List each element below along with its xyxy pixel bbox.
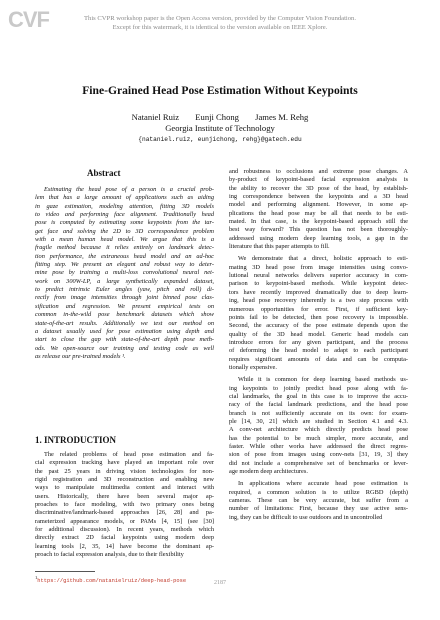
text-line: A conv-net architecture which directly predicts head pose [229, 426, 408, 434]
text-line: rigid registration and 3D reconstruction and enabling new [35, 476, 214, 484]
text-line: points fail to be detected, then pose recovery is impossible. [229, 313, 408, 321]
text-line: sion of pose from images using conv-nets [31, 19, 3] they [229, 451, 408, 459]
text-line: in gaze estimation, modeling attention, fitting 3D models [35, 202, 214, 210]
introduction-body [35, 451, 214, 559]
text-line: the ability to recover the 3D pose of the head, by establish- [229, 184, 408, 192]
text-line: tion performance, the extraneous head model and an ad-hoc [35, 252, 214, 260]
text-line: learning tools [2, 35, 14] have become the dominant ap- [35, 542, 214, 550]
text-line: directly extract 2D facial keypoints using modern deep [35, 534, 214, 542]
text-line: parison to keypoint-based methods. While keypoint detec- [229, 280, 408, 288]
text-line: Estimating the head pose of a person is a crucial prob- [44, 186, 214, 193]
text-line: ing correspondence between the keypoints and a 3D head [229, 193, 408, 201]
text-line: for additional discussion). In recent years, methods which [35, 526, 214, 534]
footnote-url-link[interactable]: https://github.com/natanielruiz/deep-head-pose [37, 577, 187, 584]
text-line: best way forward? This question has not been thoroughly- [229, 226, 408, 234]
text-line: and robustness to occlusions and extreme pose changes. A [229, 168, 408, 175]
text-line: ing, head pose recovery inherently is a two step process with [229, 297, 408, 305]
text-line: mine pose by training a multi-loss convolutional neural net- [35, 269, 214, 277]
text-line: cameras. These can be very accurate, but suffer from a [229, 497, 408, 505]
paragraph [229, 168, 408, 251]
text-line: of deforming the head model to adapt to each participant [229, 347, 408, 355]
text-line: ods. We open-source our training and testing code as well [35, 344, 214, 352]
text-line: start to close the gap with state-of-the-art depth pose meth- [35, 336, 214, 344]
text-line: While it is common for deep learning based methods us- [238, 376, 408, 384]
text-line: introduce errors for any given participant, and the process [229, 338, 408, 346]
text-line: fitting step. We present an elegant and robust way to deter- [35, 261, 214, 269]
text-line: has the potential to be much simpler, more accurate, and [229, 434, 408, 442]
text-line: the past 25 years in driving vision technologies for non- [35, 467, 214, 475]
text-line: Second, the accuracy of the pose estimate depends upon the [229, 322, 408, 330]
text-line: as release our pre-trained models ¹. [35, 352, 126, 360]
text-line: mated. In that case, is the keypoint-based approach still the [229, 218, 408, 226]
page-number: 2187 [214, 580, 226, 586]
author-emails[interactable]: {nataniel.ruiz, eunjichong, rehg}@gatech.edu [138, 136, 302, 143]
text-line: ing keypoints to jointly predict head pose along with fa- [229, 384, 408, 392]
text-line: We demonstrate that a direct, holistic approach to esti- [238, 255, 408, 263]
text-line: ways to manipulate multimedia content and interact with [35, 484, 214, 492]
text-line: faster. While other works have addressed the direct regres- [229, 443, 408, 450]
paragraph [229, 480, 408, 522]
abstract-heading: Abstract [87, 168, 121, 178]
text-line: cial expression tracking have played an important role over [35, 459, 214, 467]
affiliation: Georgia Institute of Technology [165, 123, 275, 133]
text-line: ing, they can be difficult to use outdoors and in uncontrolled [229, 513, 383, 521]
text-line: plications the head pose may be all that needs to be esti- [229, 209, 408, 217]
author-name: Nataniel Ruiz [131, 112, 180, 122]
text-line: work on 300W-LP, a large synthetically expanded dataset, [35, 277, 214, 285]
text-line: users. Historically, there have been several major ap- [35, 492, 214, 500]
text-line: The related problems of head pose estimation and fa- [44, 451, 214, 458]
footnote-divider [35, 571, 95, 572]
text-line: lutional neural networks delivers superior accuracy in com- [229, 272, 408, 280]
paper-title: Fine-Grained Head Pose Estimation Without Keypoints [82, 84, 358, 97]
footnote-marker: 1 [35, 575, 38, 580]
text-line: cial landmarks, the goal in this case is to improve the accu- [229, 392, 408, 400]
text-line: quality of the 3D head model. Generic head models can [229, 330, 408, 338]
text-line: requires significant amounts of data and can be computa- [229, 355, 408, 363]
text-line: pose is computed by estimating some keypoints from the tar- [35, 219, 214, 227]
text-line: rectly from image intensities through joint binned pose clas- [35, 294, 214, 302]
author-list [0, 112, 440, 123]
right-column-body [229, 168, 408, 522]
paragraph [229, 376, 408, 476]
text-line: common in-the-wild pose benchmark datasets which show [35, 311, 214, 319]
introduction-heading: 1. INTRODUCTION [35, 435, 117, 445]
text-line: rameterized appearance models, or PAMs [4, 15] (see [30] [35, 517, 214, 525]
text-line: addressed using modern deep learning tools, a gap in the [229, 234, 408, 242]
text-line: age modern deep architectures. [229, 468, 308, 476]
text-line: number of limitations: First, because they use active sens- [229, 505, 408, 513]
cvf-watermark-banner [0, 0, 440, 46]
text-line: literature that this paper attempts to fill. [229, 243, 330, 251]
text-line: racy of the facial landmark predictions, and the head pose [229, 401, 408, 409]
text-line: by-product of keypoint-based facial expression analysis is [229, 176, 408, 184]
text-line: model and performing alignment. However, in some ap- [229, 201, 408, 209]
author-name: James M. Rehg [255, 112, 309, 122]
text-line: with a mean human head model. We argue that this is a [35, 236, 214, 244]
text-line: to predict intrinsic Euler angles (yaw, pitch and roll) di- [35, 286, 214, 294]
banner-line-1: This CVPR workshop paper is the Open Access version, provided by the Computer Vision Foundation. [84, 15, 356, 22]
text-line: proach to facial expression analysis, due to their flexibility [35, 551, 184, 559]
text-line: lem that has a large amount of applications such as aiding [35, 194, 214, 202]
text-line: ple [14, 30, 21] which are studied in Section 4.1 and 4.3. [229, 417, 408, 425]
text-line: In applications where accurate head pose estimation is [238, 480, 408, 488]
text-line: proaches to face modeling, with two primary ones being [35, 501, 214, 509]
text-line: discriminative/landmark-based approaches [26, 28] and pa- [35, 509, 214, 517]
text-line: get face and solving the 2D to 3D correspondence problem [35, 227, 214, 235]
text-line: numerous opportunities for error. First, if sufficient key- [229, 305, 408, 313]
text-line: required, a common solution is to utilize RGBD (depth) [229, 488, 408, 496]
abstract-body [35, 186, 214, 361]
text-line: a dataset usually used for pose estimation using depth and [35, 327, 214, 335]
cvf-logo: CVF [8, 7, 49, 32]
text-line: sification and regression. We present empirical tests on [35, 302, 214, 310]
author-name: Eunji Chong [195, 112, 239, 122]
text-line: mating 3D head pose from image intensities using convo- [229, 263, 408, 271]
text-line: tionally expensive. [229, 363, 277, 371]
text-line: to video and performing face alignment. Traditionally head [35, 211, 214, 219]
text-line: did not include a comprehensive set of benchmarks or lever- [229, 459, 408, 467]
text-line: state-of-the-art results. Additionally we test our method on [35, 319, 214, 327]
text-line: tors have recently improved dramatically due to deep learn- [229, 288, 408, 296]
text-line: branch is not sufficiently accurate on its own: for exam- [229, 409, 408, 417]
text-line: fragile method because it relies entirely on landmark detec- [35, 244, 214, 252]
banner-line-2: Except for this watermark, it is identical to the version available on IEEE Xplore. [112, 24, 328, 31]
paragraph [229, 255, 408, 372]
